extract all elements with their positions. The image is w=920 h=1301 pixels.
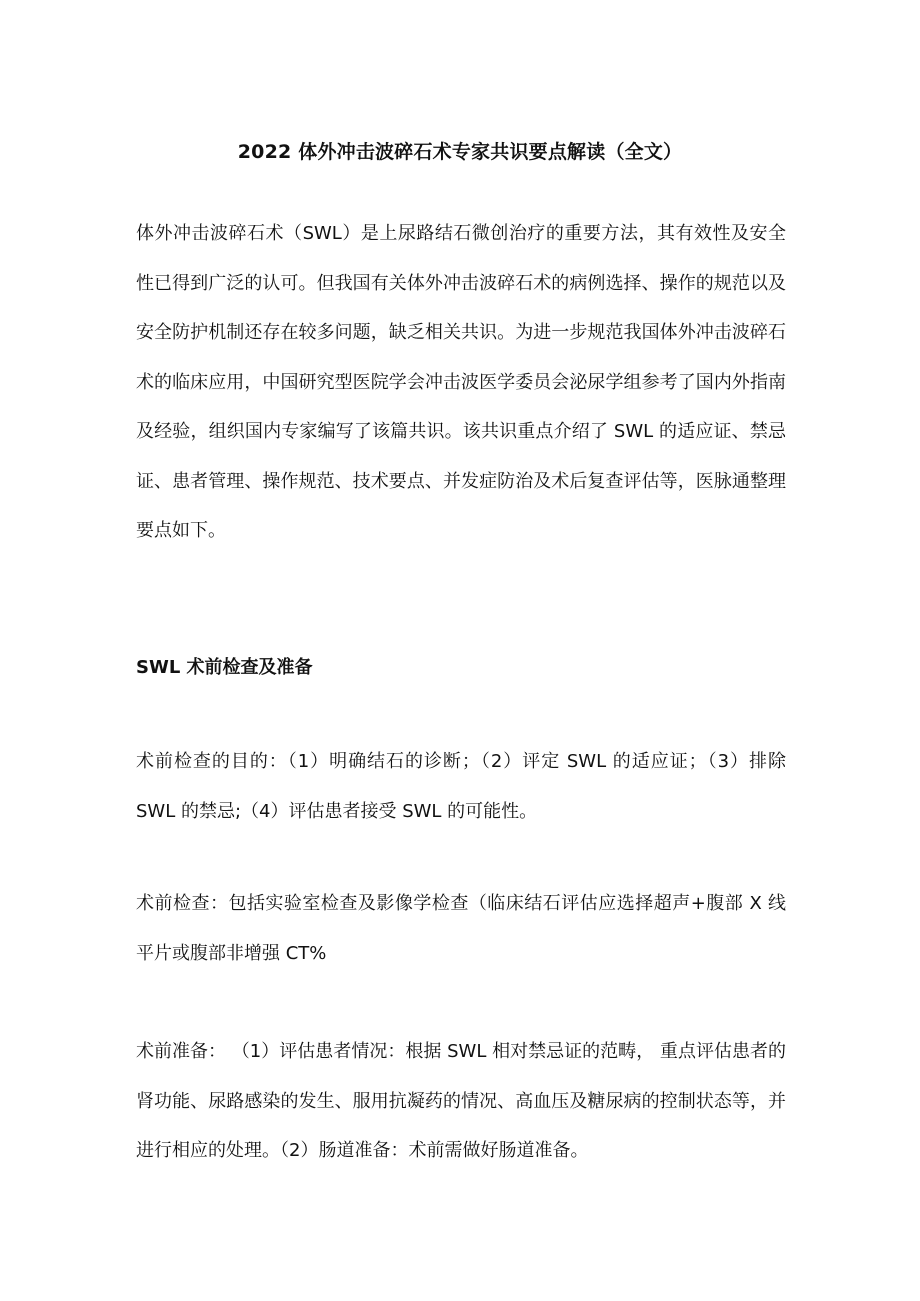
section-heading: SWL 术前检查及准备: [136, 657, 313, 678]
exams-paragraph: 术前检查：包括实验室检查及影像学检查（临床结石评估应选择超声+腹部 X 线平片或腹部非增强 CT%: [136, 893, 786, 964]
prep-label: 术前准备：: [136, 1041, 227, 1062]
intro-paragraph: 体外冲击波碎石术（SWL）是上尿路结石微创治疗的重要方法，其有效性及安全性已得到广泛的认可。但我国有关体外冲击波碎石术的病例选择、操作的规范以及安全防护机制还存在较多问题，缺乏相关共识。为进一步规范我国体外冲击波碎石术的临床应用，中国研究型医院学会冲击波医学委员会泌尿学组参考了国内外指南及经验，组织国内专家编写了该篇共识。该共识重点介绍了 SWL 的适应证、禁忌证、患者管理、操作规范、技术要点、并发症防治及术后复查评估等，医脉通整理要点如下。: [136, 223, 786, 541]
purpose-paragraph: 术前检查的目的：（1）明确结石的诊断；（2）评定 SWL 的适应证；（3）排除 SWL 的禁忌;（4）评估患者接受 SWL 的可能性。: [136, 751, 786, 822]
prep-text: （1）评估患者情况：根据 SWL 相对禁忌证的范畴， 重点评估患者的肾功能、尿路感染的发生、服用抗凝药的情况、高血压及糖尿病的控制状态等，并进行相应的处理。（2）肠道准备：术前需做好肠道准备。: [136, 1041, 787, 1161]
prep-paragraph: [136, 1027, 786, 1176]
document-title: 2022 体外冲击波碎石术专家共识要点解读（全文）: [237, 140, 683, 163]
